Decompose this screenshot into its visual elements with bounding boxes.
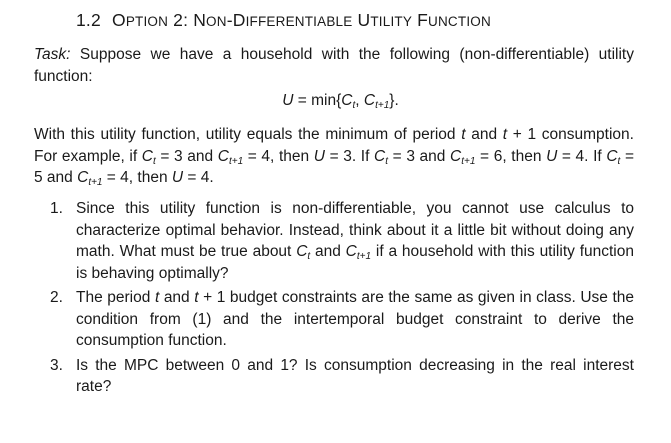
question-text: Since this utility function is non-differentiable, you cannot use calculus to characterize optimal behavior. Instead, think about it a little bit without doing any math. What must be true about xyxy=(76,200,634,260)
eq-c1: C xyxy=(341,92,353,109)
intro-var-t: t xyxy=(461,126,466,143)
utility-equation xyxy=(0,92,671,110)
eq-c2: C xyxy=(363,92,376,109)
question-number: 1. xyxy=(50,200,63,217)
eq-c1-sub: t xyxy=(352,100,356,111)
eq-min: = min{ xyxy=(293,92,342,109)
intro-text-1: With this utility function, utility equals the minimum of period xyxy=(34,126,462,143)
intro-text-2: and xyxy=(465,126,503,143)
question-text: Is the MPC between 0 and 1? Is consumption decreasing in the real interest rate? xyxy=(76,356,634,395)
list-item: 1. Since this utility function is non-differentiable, you cannot use calculus to characterize optimal behavior. Instead, think about it a little bit without doing any math. What must be true about $C_t$ and $C_{t+1}$ if a household with this utility function is behaving optimally? xyxy=(50,200,634,282)
question-text: if a household with this utility function is behaving optimally? xyxy=(76,243,634,282)
task-text: Suppose we have a household with the following (non-differentiable) utility function: xyxy=(34,46,634,85)
list-item xyxy=(50,355,634,398)
eq-lhs: U xyxy=(282,92,294,109)
intro-paragraph: With this utility function, utility equals the minimum of period t and t + 1 consumption. For example, if $C_t = 3$ and $C_{t+1} = 4$, then U = 3. If $C_t = 3$ and $C_{t+1} = 6$, then U = 4. If $C_t = 5$ and $C_{t+1} = 4$, then U = 4. xyxy=(34,126,634,188)
intro-var-t1: t xyxy=(502,126,508,143)
section-title: OPTION 2: NON-DIFFERENTIABLE UTILITY FUNCTION xyxy=(112,10,491,30)
task-paragraph xyxy=(34,44,634,87)
list-item: 2. The period t and t + 1 budget constraints are the same as given in class. Use the condition from (1) and the intertemporal budget constraint to derive the consumption function. xyxy=(50,289,634,349)
question-number: 2. xyxy=(50,289,63,306)
task-label: Task: xyxy=(34,46,71,63)
section-heading xyxy=(76,10,491,31)
eq-c2-sub: t+1 xyxy=(375,100,390,111)
eq-close: }. xyxy=(389,92,399,109)
question-number: 3. xyxy=(50,356,63,374)
question-list xyxy=(50,198,634,401)
question-text: The period xyxy=(76,289,155,306)
section-number: 1.2 xyxy=(76,10,101,30)
question-text: and xyxy=(159,289,195,306)
question-text: + 1 budget constraints are the same as given in class. Use the condition from (1) and the intertemporal budget constraint to derive the consumption function. xyxy=(76,289,634,349)
intro-text-3: + 1 consumption. For example, if xyxy=(34,126,634,165)
question-text: and xyxy=(310,243,346,260)
eq-comma: , xyxy=(355,92,364,109)
